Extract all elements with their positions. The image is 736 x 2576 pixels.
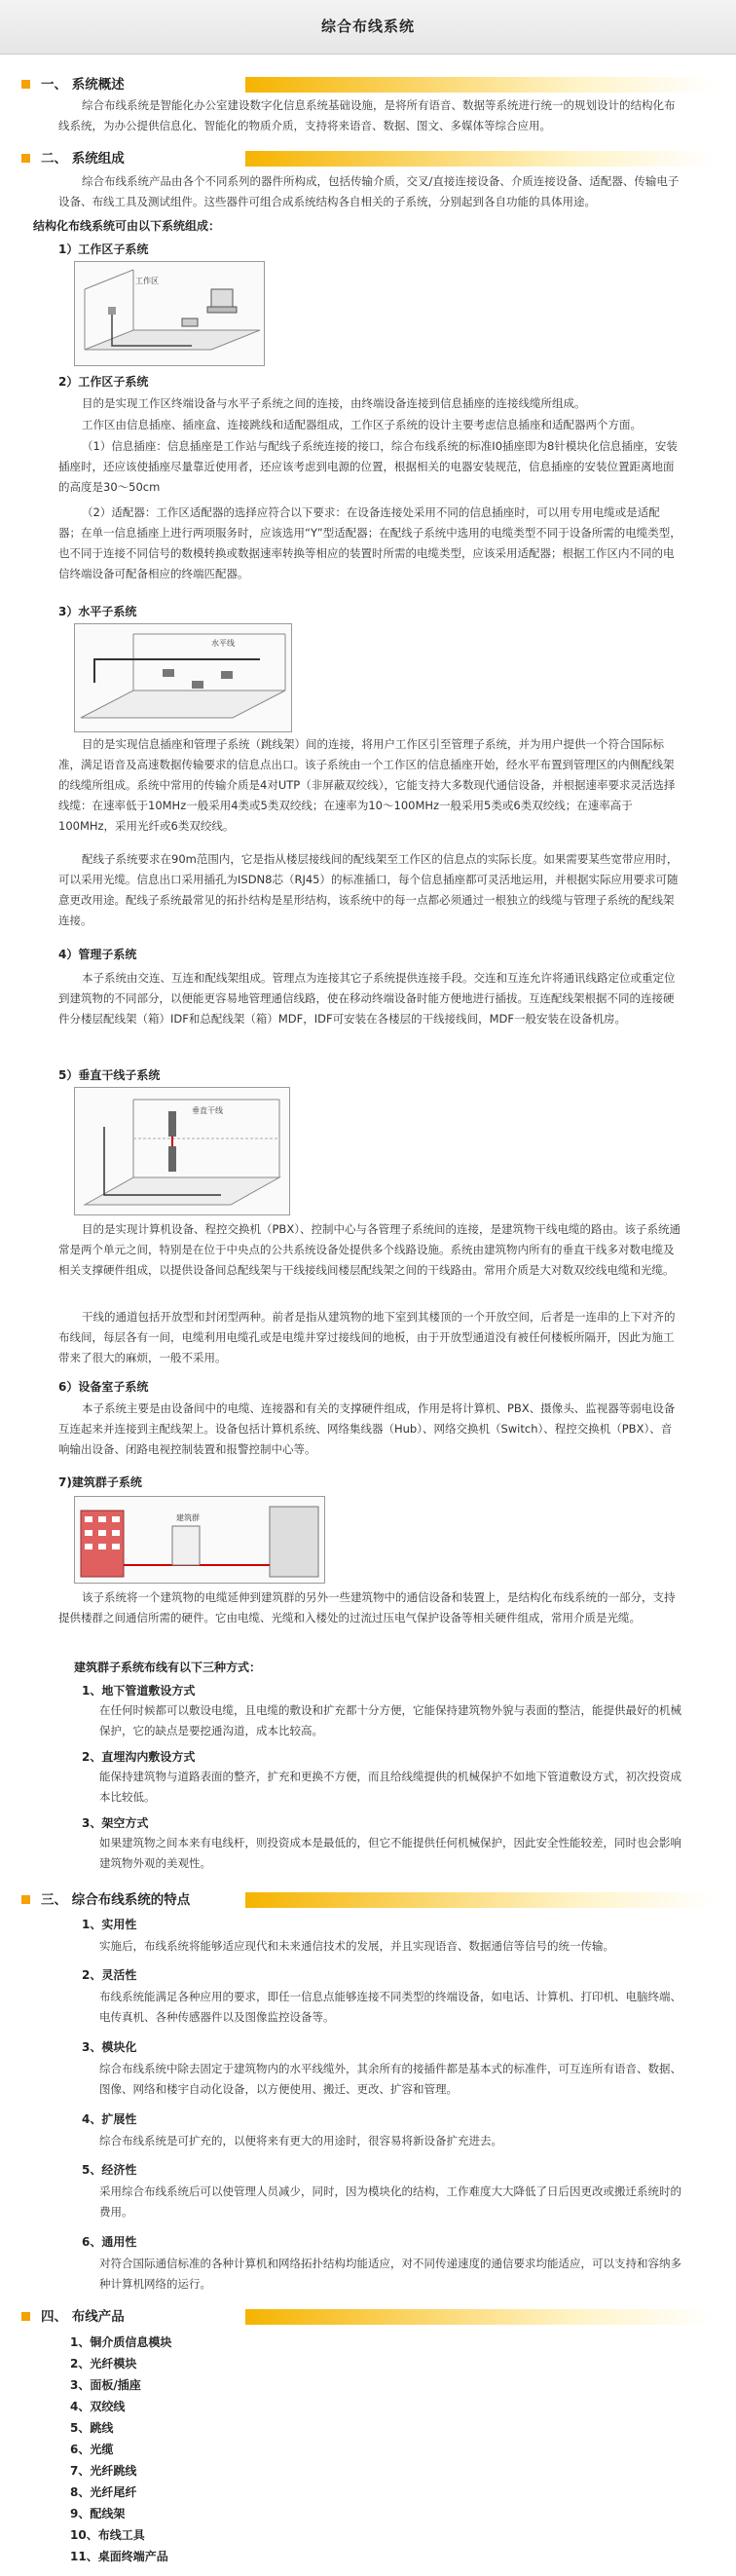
product-item: 2、光纤模块 <box>70 2357 137 2371</box>
product-item: 6、光缆 <box>70 2443 114 2456</box>
section-title: 一、 系统概述 <box>41 77 125 93</box>
section-marker-icon <box>21 1895 30 1904</box>
section-divider <box>245 2309 715 2325</box>
section-header-composition <box>21 148 715 169</box>
page-title: 综合布线系统 <box>320 18 415 35</box>
method-2-title: 2、直埋沟内敷设方式 <box>82 1750 196 1764</box>
composition-subtitle: 结构化布线系统可由以下系统组成： <box>33 219 221 233</box>
section-marker-icon <box>21 2312 30 2321</box>
campus-methods-title: 建筑群子系统布线有以下三种方式： <box>74 1661 262 1674</box>
work-area-heading-2: 2）工作区子系统 <box>58 375 149 389</box>
vertical-p1: 目的是实现计算机设备、程控交换机（PBX）、控制中心与各管理子系统间的连接，是建筑物干线电缆的路由。该子系统通常是两个单元之间，特别是在位于中央点的公共系统设备处提供多个线路设施。系统由建筑物内所有的垂直干线多对数电缆及相关支撑硬件组成，以提供设备间总配线架与干线接线间楼层配线架之间的干线路由。常用介质是大对数双绞线电缆和光缆。 <box>58 1222 681 1277</box>
product-item: 4、双绞线 <box>70 2400 126 2413</box>
feature-title: 2、灵活性 <box>82 1968 137 1982</box>
admin-p1: 本子系统由交连、互连和配线架组成。管理点为连接其它子系统提供连接手段。交连和互连允许将通讯线路定位或重定位到建筑物的不同部分，以便能更容易地管理通信线路，使在移动终端设备时能方便地进行插拔。互连配线架根据不同的连接硬件分楼层配线架（箱）IDF和总配线架（箱）MDF，IDF可安装在各楼层的干线接线间，MDF一般安装在设备机房。 <box>58 971 676 1026</box>
work-area-p3: （1）信息插座：信息插座是工作站与配线子系统连接的接口，综合布线系统的标准I0插座即为8针模块化信息插座，安装插座时，还应该使插座尽量靠近使用者，还应该考虑到电源的位置，根据相关的电器安装规范，信息插座的安装位置距离地面的高度是30～50cm <box>58 439 678 494</box>
work-area-p4: （2）适配器：工作区适配器的选择应符合以下要求：在设备连接处采用不同的信息插座时，可以用专用电缆或是适配器；在单一信息插座上进行两项服务时，应该选用“Y”型适配器；在配线子系统中选用的电缆类型不同于设备所需的电缆类型，也不同于连接不同信号的数模转换或数据速率转换等相应的装置时所需的电缆类型，应该采用适配器；根据工作区内不同的电信终端设备可配备相应的终端匹配器。 <box>58 505 681 580</box>
section-title: 三、 综合布线系统的特点 <box>41 1892 191 1908</box>
diagram-label: 工作区 <box>135 277 159 285</box>
section-divider <box>245 1892 715 1908</box>
admin-heading: 4）管理子系统 <box>58 948 137 961</box>
section-header-features <box>21 1889 715 1911</box>
horizontal-heading: 3）水平子系统 <box>58 605 137 618</box>
method-2-text: 能保持建筑物与道路表面的整齐，扩充和更换不方便，而且给线缆提供的机械保护不如地下管道敷设方式，初次投资成本比较低。 <box>99 1770 681 1804</box>
product-item: 7、光纤跳线 <box>70 2464 137 2478</box>
work-area-heading: 1）工作区子系统 <box>58 243 149 256</box>
method-3-text: 如果建筑物之间本来有电线杆，则投资成本是最低的，但它不能提供任何机械保护，因此安全性能较差，同时也会影响建筑物外观的美观性。 <box>99 1836 681 1870</box>
campus-heading: 7)建筑群子系统 <box>58 1475 142 1489</box>
work-area-p1: 目的是实现工作区终端设备与水平子系统之间的连接，由终端设备连接到信息插座的连接线缆所组成。 <box>82 396 586 410</box>
feature-title: 1、实用性 <box>82 1918 137 1931</box>
feature-text: 综合布线系统是可扩充的，以便将来有更大的用途时，很容易将新设备扩充进去。 <box>99 2134 502 2147</box>
product-item: 10、布线工具 <box>70 2528 145 2542</box>
campus-p1: 该子系统将一个建筑物的电缆延伸到建筑群的另外一些建筑物中的通信设备和装置上，是结构化布线系统的一部分，支持提供楼群之间通信所需的硬件。它由电缆、光缆和入楼处的过流过压电气保护设备等相关硬件组成，常用介质是光缆。 <box>58 1590 676 1624</box>
equipment-heading: 6）设备室子系统 <box>58 1380 149 1394</box>
section-marker-icon <box>21 154 30 163</box>
feature-text: 布线系统能满足各种应用的要求，即任一信息点能够连接不同类型的终端设备，如电话、计算机、打印机、电脑终端、电传真机、各种传感器件以及图像监控设备等。 <box>99 1990 681 2024</box>
feature-text: 实施后，布线系统将能够适应现代和未来通信技术的发展，并且实现语音、数据通信等信号的统一传输。 <box>99 1939 614 1953</box>
vertical-p2: 干线的通道包括开放型和封闭型两种。前者是指从建筑物的地下室到其楼顶的一个开放空间，后者是一连串的上下对齐的布线间，每层各有一间，电缆利用电缆孔或是电缆井穿过接线间的地板，由于开放型通道没有被任何楼板所隔开，因此为施工带来了很大的麻烦，一般不采用。 <box>58 1310 676 1364</box>
diagram-label: 垂直干线 <box>192 1106 223 1115</box>
section-title: 四、 布线产品 <box>41 2309 125 2325</box>
method-1-text: 在任何时候都可以敷设电缆，且电缆的敷设和扩充都十分方便，它能保持建筑物外貌与表面的整洁，能提供最好的机械保护，它的缺点是要挖通沟道，成本比较高。 <box>99 1703 681 1737</box>
page-header <box>0 0 736 55</box>
work-area-diagram <box>74 261 265 366</box>
overview-text: 综合布线系统是智能化办公室建设数字化信息系统基础设施，是将所有语音、数据等系统进行统一的规划设计的结构化布线系统，为办公提供信息化、智能化的物质介质，支持将来语音、数据、图文、多媒体等综合应用。 <box>58 98 676 132</box>
feature-title: 5、经济性 <box>82 2163 137 2177</box>
section-divider <box>245 151 715 167</box>
product-item: 11、桌面终端产品 <box>70 2550 168 2563</box>
horizontal-p1: 目的是实现信息插座和管理子系统（跳线架）间的连接，将用户工作区引至管理子系统，并为用户提供一个符合国际标准，满足语音及高速数据传输要求的信息点出口。该子系统由一个工作区的信息插座开始，经水平布置到管理区的内侧配线架的线缆所组成。系统中常用的传输介质是4对UTP（非屏蔽双绞线），它能支持大多数现代通信设备，并根据速率要求灵活选择线缆：在速率低于10MHz一般采用4类或5类双绞线；在速率为10～100MHz一般采用5类或6类双绞线；在速率高于100MHz，采用光纤或6类双绞线。 <box>58 737 676 833</box>
diagram-label: 建筑群 <box>176 1513 200 1522</box>
section-divider <box>245 77 715 93</box>
product-item: 9、配线架 <box>70 2507 126 2520</box>
section-header-products <box>21 2306 715 2328</box>
equipment-p1: 本子系统主要是由设备间中的电缆、连接器和有关的支撑硬件组成，作用是将计算机、PBX、摄像头、监视器等弱电设备互连起来并连接到主配线架上。设备包括计算机系统、网络集线器（Hub）、网络交换机（Switch）、程控交换机（PBX）、音响输出设备、闭路电视控制装置和报警控制中心等。 <box>58 1401 676 1456</box>
diagram-label: 水平线 <box>211 639 235 648</box>
feature-title: 6、通用性 <box>82 2235 137 2249</box>
feature-title: 4、扩展性 <box>82 2112 137 2126</box>
work-area-p2: 工作区由信息插座、插座盒、连接跳线和适配器组成，工作区子系统的设计主要考虑信息插座和适配器两个方面。 <box>82 418 642 431</box>
composition-intro: 综合布线系统产品由各个不同系列的器件所构成，包括传输介质，交叉/直接连接设备、介质连接设备、适配器、传输电子设备、布线工具及测试组件。这些器件可组合成系统结构各自相关的子系统，分别起到各自功能的具体用途。 <box>58 174 680 208</box>
product-list <box>70 2332 362 2567</box>
horizontal-p2: 配线子系统要求在90m范围内，它是指从楼层接线间的配线架至工作区的信息点的实际长度。如果需要某些宽带应用时，可以采用光缆。信息出口采用插孔为ISDN8芯（RJ45）的标准插口，每个信息插座都可灵活地运用，并根据实际应用要求可随意更改用途。配线子系统最常见的拓扑结构是星形结构，该系统中的每一点都必须通过一根独立的线缆与管理子系统的配线架连接。 <box>58 852 679 927</box>
feature-text: 对符合国际通信标准的各种计算机和网络拓扑结构均能适应，对不同传递速度的通信要求均能适应，可以支持和容纳多种计算机网络的运行。 <box>99 2257 681 2291</box>
feature-title: 3、模块化 <box>82 2040 137 2054</box>
vertical-diagram <box>74 1087 290 1215</box>
section-marker-icon <box>21 80 30 89</box>
campus-diagram <box>74 1496 325 1584</box>
section-header-overview <box>21 74 715 95</box>
product-item: 8、光纤尾纤 <box>70 2485 137 2499</box>
section-title: 二、 系统组成 <box>41 151 125 167</box>
product-item: 1、铜介质信息模块 <box>70 2335 172 2349</box>
vertical-heading: 5）垂直干线子系统 <box>58 1068 161 1082</box>
horizontal-diagram <box>74 623 292 732</box>
feature-text: 综合布线系统中除去固定于建筑物内的水平线缆外，其余所有的接插件都是基本式的标准件，可互连所有语音、数据、图像、网络和楼宇自动化设备，以方便使用、搬迁、更改、扩容和管理。 <box>99 2062 681 2096</box>
feature-text: 采用综合布线系统后可以使管理人员减少，同时，因为模块化的结构，工作难度大大降低了日后因更改或搬迁系统时的费用。 <box>99 2184 681 2219</box>
product-item: 5、跳线 <box>70 2421 114 2435</box>
method-3-title: 3、架空方式 <box>82 1816 149 1830</box>
method-1-title: 1、地下管道敷设方式 <box>82 1684 196 1698</box>
product-item: 3、面板/插座 <box>70 2378 141 2392</box>
